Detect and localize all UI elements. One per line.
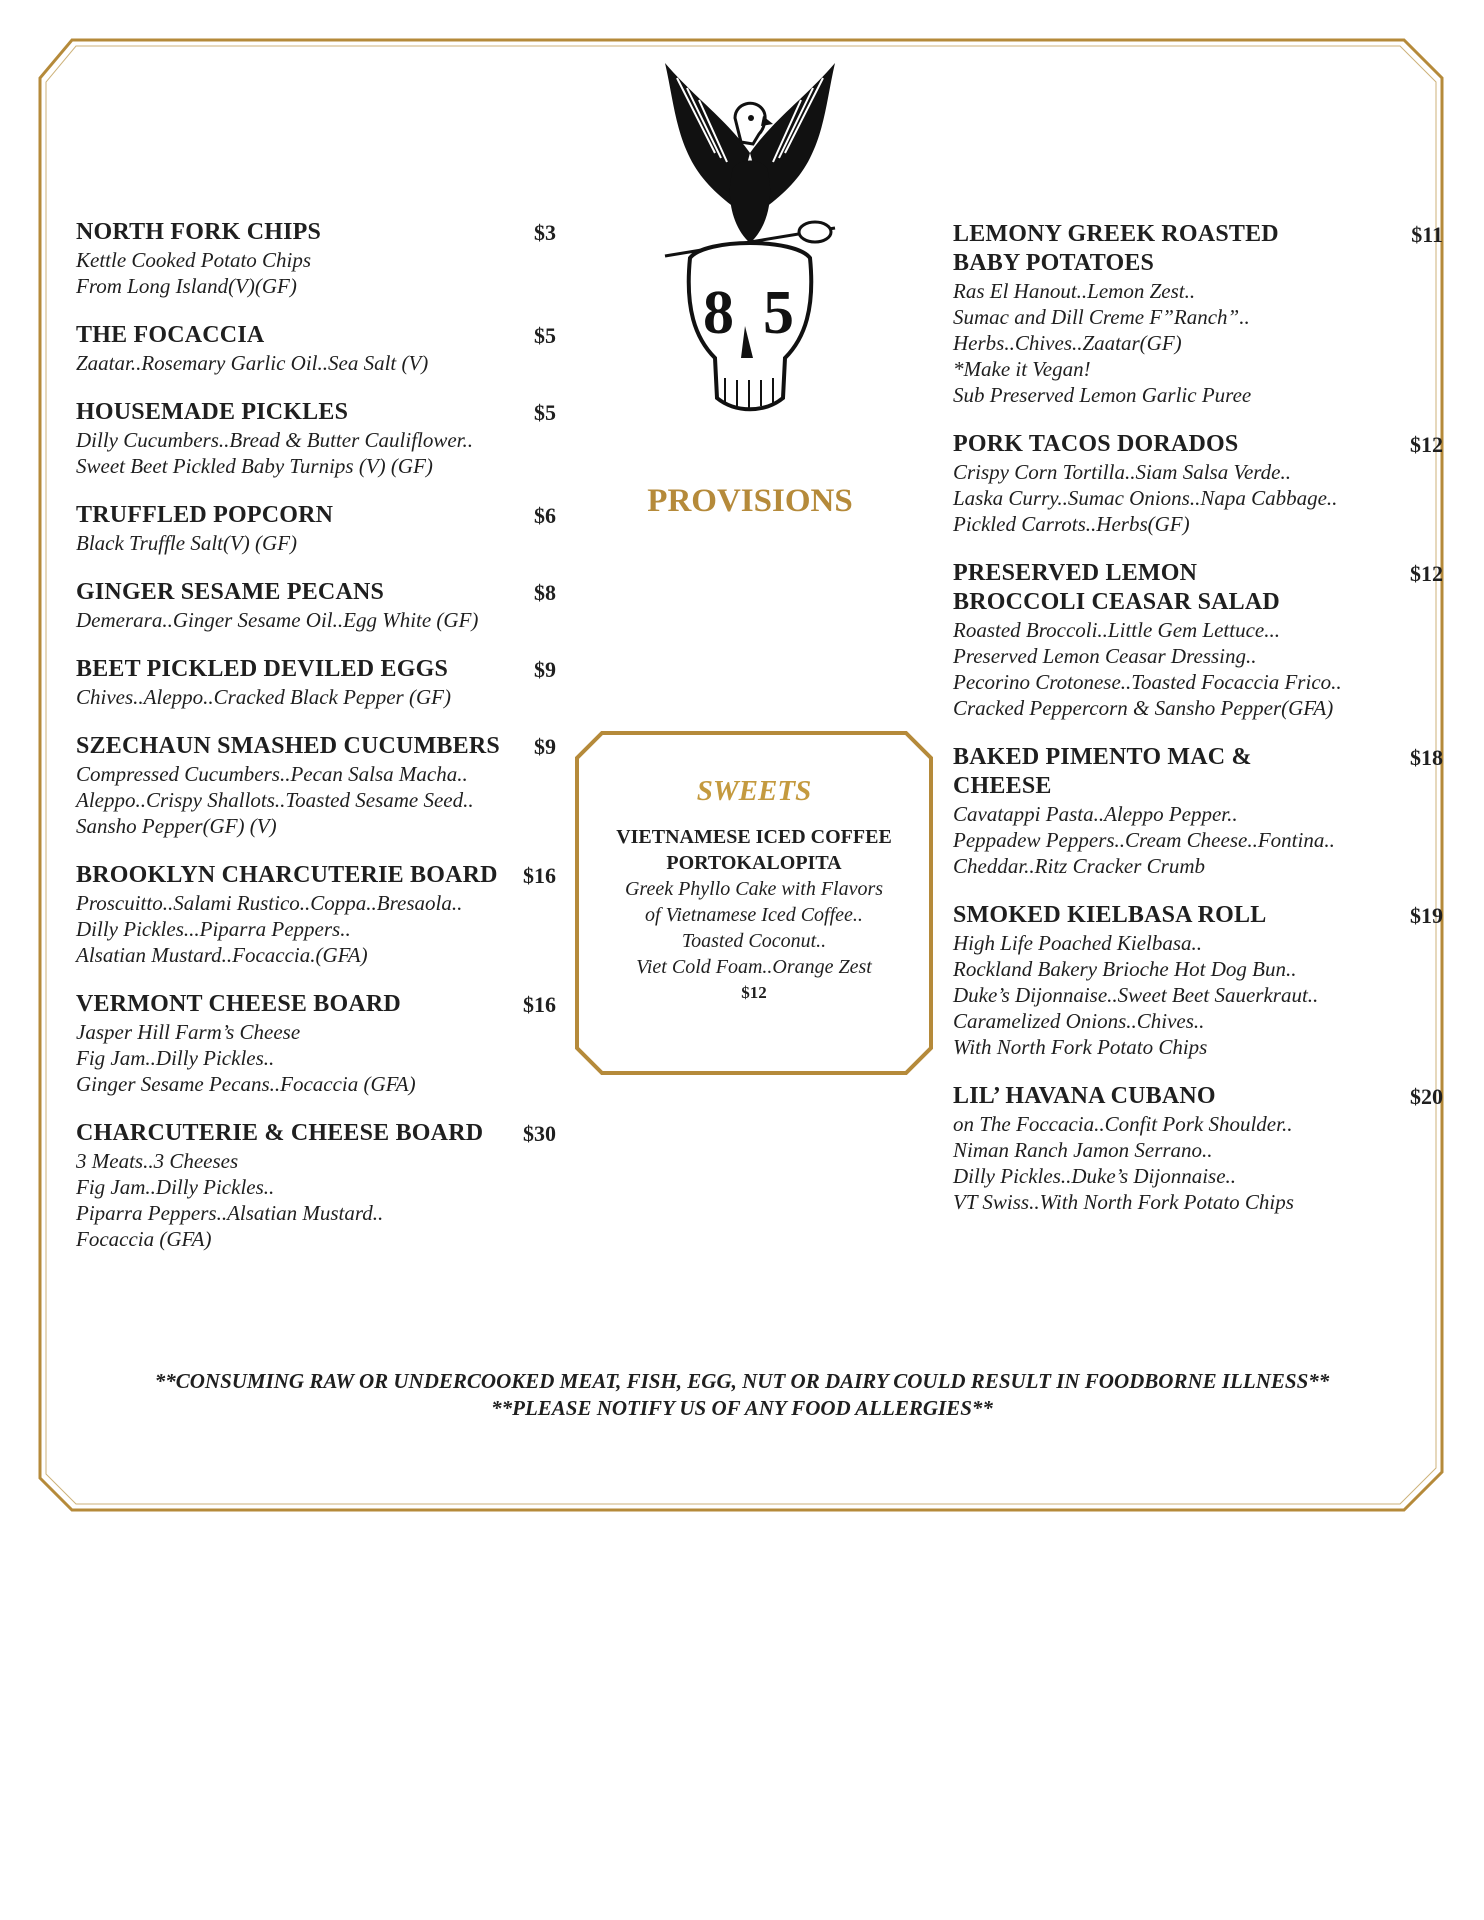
menu-item-description-line: Dilly Cucumbers..Bread & Butter Cauliflower.. [76, 428, 474, 452]
menu-item [953, 743, 1443, 879]
menu-item-description-line: Preserved Lemon Ceasar Dressing.. [953, 644, 1257, 668]
menu-item-header [953, 1082, 1443, 1111]
menu-item-description-line: Proscuitto..Salami Rustico..Coppa..Bresaola.. [76, 891, 463, 915]
menu-item-name: LIL’ HAVANA CUBANO [953, 1083, 1216, 1109]
left-menu-column [76, 218, 556, 1274]
menu-item-price: $20 [1410, 1084, 1443, 1109]
menu-item [76, 732, 556, 839]
allergy-disclaimer [60, 1368, 1424, 1422]
menu-item-header [76, 398, 556, 427]
menu-item [76, 578, 556, 633]
menu-item-description-line: Rockland Bakery Brioche Hot Dog Bun.. [953, 957, 1297, 981]
menu-item-description-line: Pecorino Crotonese..Toasted Focaccia Frico.. [953, 670, 1342, 694]
right-menu-column [953, 220, 1443, 1237]
menu-item [76, 398, 556, 479]
menu-item-description-line: Zaatar..Rosemary Garlic Oil..Sea Salt (V) [76, 351, 429, 375]
menu-item-name: HOUSEMADE PICKLES [76, 399, 349, 425]
menu-item-description-line: Dilly Pickles...Piparra Peppers.. [76, 917, 351, 941]
menu-item-price: $12 [1410, 561, 1443, 586]
menu-item [76, 655, 556, 710]
menu-item-description-line: Cheddar..Ritz Cracker Crumb [953, 854, 1205, 878]
menu-item-name: SMOKED KIELBASA ROLL [953, 902, 1267, 928]
menu-item-description-line: Kettle Cooked Potato Chips [76, 248, 312, 272]
menu-item-description-line: Herbs..Chives..Zaatar(GF) [953, 331, 1182, 355]
menu-item-description-line: Fig Jam..Dilly Pickles.. [76, 1046, 275, 1070]
menu-item-name: TRUFFLED POPCORN [76, 502, 334, 528]
menu-item-header [953, 430, 1443, 459]
menu-item-name: VERMONT CHEESE BOARD [76, 991, 401, 1017]
menu-item [76, 861, 556, 968]
menu-item-name: CHARCUTERIE & CHEESE BOARD [76, 1120, 484, 1146]
menu-item-description-line: Niman Ranch Jamon Serrano.. [953, 1138, 1213, 1162]
section-title: PROVISIONS [647, 483, 853, 519]
menu-item-header [76, 218, 556, 247]
menu-item-price: $16 [523, 992, 556, 1017]
menu-item-description-line: *Make it Vegan! [953, 357, 1091, 381]
menu-item [953, 1082, 1443, 1215]
menu-item-price: $30 [523, 1121, 556, 1146]
menu-item-description-line: High Life Poached Kielbasa.. [953, 931, 1203, 955]
menu-item-description-line: Piparra Peppers..Alsatian Mustard.. [76, 1201, 384, 1225]
menu-item-header [76, 861, 556, 890]
menu-item-header [76, 321, 556, 350]
menu-item-header [76, 990, 556, 1019]
sweets-item-name: VIETNAMESE ICED COFFEE PORTOKALOPITA [616, 826, 892, 874]
menu-item [953, 430, 1443, 537]
menu-item-price: $12 [1410, 432, 1443, 457]
menu-item-name: SZECHAUN SMASHED CUCUMBERS [76, 733, 500, 759]
menu-item-header [953, 743, 1443, 801]
menu-item-price: $11 [1411, 222, 1443, 247]
menu-item-description-line: Focaccia (GFA) [76, 1227, 212, 1251]
menu-item-description-line: Fig Jam..Dilly Pickles.. [76, 1175, 275, 1199]
menu-item-description-line: Pickled Carrots..Herbs(GF) [953, 512, 1190, 536]
menu-item [76, 218, 556, 299]
menu-item-header [76, 1119, 556, 1148]
menu-item-name: NORTH FORK CHIPS [76, 219, 322, 245]
menu-item-description-line: Laska Curry..Sumac Onions..Napa Cabbage.. [953, 486, 1338, 510]
menu-item-description-line: Jasper Hill Farm’s Cheese [76, 1020, 301, 1044]
menu-item-description-line: Sansho Pepper(GF) (V) [76, 814, 277, 838]
menu-item-description-line: Cracked Peppercorn & Sansho Pepper(GFA) [953, 696, 1334, 720]
menu-item [953, 559, 1443, 721]
svg-text:8: 8 [703, 279, 734, 347]
menu-item-header [953, 559, 1443, 617]
menu-item [953, 901, 1443, 1060]
menu-item [953, 220, 1443, 408]
menu-item-description-line: Ras El Hanout..Lemon Zest.. [953, 279, 1196, 303]
menu-item-header [953, 220, 1443, 278]
menu-item-price: $18 [1410, 745, 1443, 770]
sweets-panel [574, 775, 934, 1006]
menu-item-description-line: Peppadew Peppers..Cream Cheese..Fontina.. [953, 828, 1335, 852]
menu-item-description-line: From Long Island(V)(GF) [76, 274, 297, 298]
menu-item-description-line: Black Truffle Salt(V) (GF) [76, 531, 298, 555]
menu-item-description-line: Dilly Pickles..Duke’s Dijonnaise.. [953, 1164, 1237, 1188]
sweets-item-price: $12 [741, 983, 767, 1002]
menu-item-description-line: With North Fork Potato Chips [953, 1035, 1208, 1059]
eagle-skull-logo-icon [655, 58, 845, 420]
sweets-desc-line: Viet Cold Foam..Orange Zest [636, 956, 872, 978]
menu-item-description-line: Crispy Corn Tortilla..Siam Salsa Verde.. [953, 460, 1291, 484]
menu-item-header [76, 578, 556, 607]
menu-item-header [953, 901, 1443, 930]
menu-item-description-line: Aleppo..Crispy Shallots..Toasted Sesame Seed.. [76, 788, 474, 812]
menu-item-description-line: on The Foccacia..Confit Pork Shoulder.. [953, 1112, 1293, 1136]
menu-item-name: BEET PICKLED DEVILED EGGS [76, 656, 448, 682]
disclaimer-line: **CONSUMING RAW OR UNDERCOOKED MEAT, FISH, EGG, NUT OR DAIRY COULD RESULT IN FOODBORNE ILLNESS** [154, 1369, 1330, 1393]
sweets-desc-line: Toasted Coconut.. [681, 930, 827, 952]
menu-item-price: $3 [534, 220, 556, 245]
menu-item-description-line: Chives..Aleppo..Cracked Black Pepper (GF) [76, 685, 451, 709]
menu-item [76, 501, 556, 556]
menu-item-description-line: Sub Preserved Lemon Garlic Puree [953, 383, 1252, 407]
svg-text:5: 5 [763, 279, 794, 347]
menu-item-description-line: Compressed Cucumbers..Pecan Salsa Macha.. [76, 762, 468, 786]
menu-item-price: $5 [534, 400, 556, 425]
menu-item-description-line: VT Swiss..With North Fork Potato Chips [953, 1190, 1294, 1214]
sweets-title: SWEETS [696, 775, 812, 807]
menu-item-name: PRESERVED LEMON BROCCOLI CEASAR SALAD [953, 560, 1280, 615]
menu-item-price: $5 [534, 323, 556, 348]
menu-item-header [76, 501, 556, 530]
menu-item-description-line: Sumac and Dill Creme F”Ranch”.. [953, 305, 1250, 329]
menu-item-description-line: 3 Meats..3 Cheeses [76, 1149, 239, 1173]
menu-item-name: PORK TACOS DORADOS [953, 431, 1239, 457]
menu-item-description-line: Alsatian Mustard..Focaccia.(GFA) [76, 943, 368, 967]
menu-item-header [76, 655, 556, 684]
sweets-desc-line: of Vietnamese Iced Coffee.. [645, 904, 863, 926]
menu-item [76, 321, 556, 376]
menu-item-name: BAKED PIMENTO MAC & CHEESE [953, 744, 1252, 799]
menu-item-description-line: Duke’s Dijonnaise..Sweet Beet Sauerkraut.. [953, 983, 1319, 1007]
menu-item-price: $16 [523, 863, 556, 888]
menu-item-price: $6 [534, 503, 556, 528]
sweets-item-description [574, 876, 934, 980]
menu-item-name: THE FOCACCIA [76, 322, 265, 348]
menu-item-price: $9 [534, 734, 556, 759]
menu-item [76, 990, 556, 1097]
menu-item-price: $8 [534, 580, 556, 605]
menu-item-description-line: Ginger Sesame Pecans..Focaccia (GFA) [76, 1072, 416, 1096]
menu-item [76, 1119, 556, 1252]
menu-item-header [76, 732, 556, 761]
menu-item-description-line: Sweet Beet Pickled Baby Turnips (V) (GF) [76, 454, 433, 478]
menu-item-price: $9 [534, 657, 556, 682]
disclaimer-line: **PLEASE NOTIFY US OF ANY FOOD ALLERGIES** [491, 1396, 993, 1420]
menu-item-price: $19 [1410, 903, 1443, 928]
menu-item-name: LEMONY GREEK ROASTED BABY POTATOES [953, 221, 1279, 276]
menu-item-name: GINGER SESAME PECANS [76, 579, 385, 605]
menu-item-description-line: Cavatappi Pasta..Aleppo Pepper.. [953, 802, 1238, 826]
sweets-desc-line: Greek Phyllo Cake with Flavors [624, 878, 884, 900]
menu-item-description-line: Demerara..Ginger Sesame Oil..Egg White (GF) [76, 608, 479, 632]
menu-item-description-line: Caramelized Onions..Chives.. [953, 1009, 1205, 1033]
menu-item-description-line: Roasted Broccoli..Little Gem Lettuce... [953, 618, 1280, 642]
menu-item-name: BROOKLYN CHARCUTERIE BOARD [76, 862, 498, 888]
